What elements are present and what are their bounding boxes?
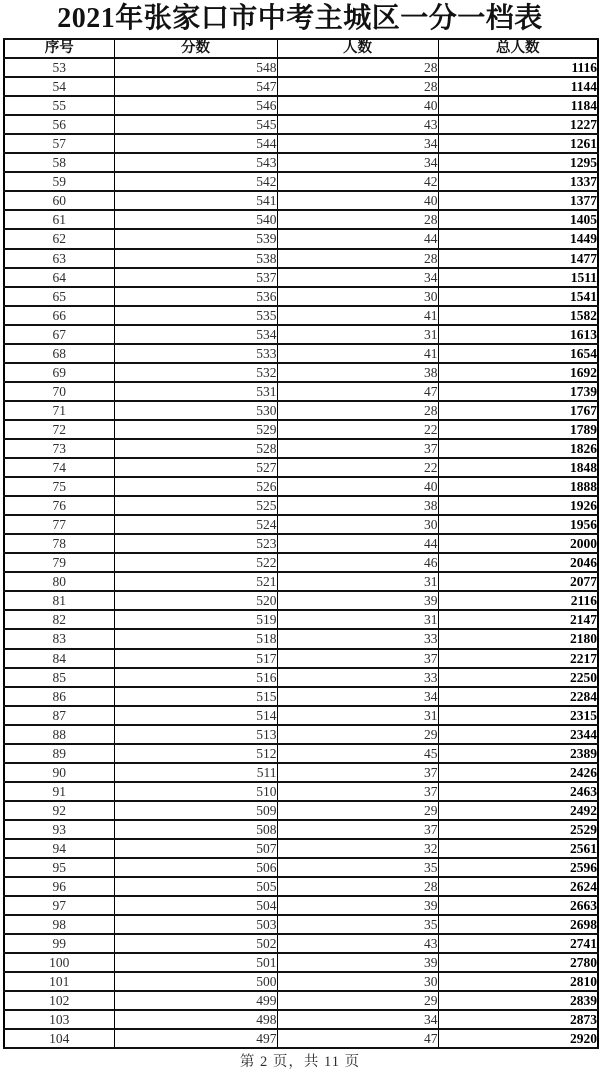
count-cell: 37	[277, 820, 438, 839]
score-cell: 519	[114, 610, 277, 629]
table-row	[4, 134, 598, 153]
serial-cell: 75	[4, 477, 114, 496]
serial-cell: 101	[4, 972, 114, 991]
header-count: 人数	[277, 39, 438, 58]
count-cell: 30	[277, 972, 438, 991]
score-distribution-table	[3, 38, 599, 1049]
count-cell: 22	[277, 420, 438, 439]
table-row	[4, 287, 598, 306]
serial-cell: 56	[4, 115, 114, 134]
count-cell: 43	[277, 115, 438, 134]
total-cell: 2180	[438, 629, 598, 648]
table-row	[4, 553, 598, 572]
serial-cell: 83	[4, 629, 114, 648]
total-cell: 2147	[438, 610, 598, 629]
count-cell: 35	[277, 858, 438, 877]
total-cell: 1789	[438, 420, 598, 439]
score-cell: 510	[114, 782, 277, 801]
serial-cell: 82	[4, 610, 114, 629]
count-cell: 44	[277, 229, 438, 248]
count-cell: 34	[277, 268, 438, 287]
score-cell: 505	[114, 877, 277, 896]
total-cell: 1477	[438, 249, 598, 268]
count-cell: 33	[277, 668, 438, 687]
score-cell: 541	[114, 191, 277, 210]
table-row	[4, 896, 598, 915]
count-cell: 41	[277, 306, 438, 325]
score-cell: 523	[114, 534, 277, 553]
total-cell: 2839	[438, 991, 598, 1010]
score-cell: 527	[114, 458, 277, 477]
score-cell: 537	[114, 268, 277, 287]
table-row	[4, 96, 598, 115]
score-cell: 546	[114, 96, 277, 115]
count-cell: 28	[277, 877, 438, 896]
table-row	[4, 172, 598, 191]
serial-cell: 68	[4, 344, 114, 363]
header-score: 分数	[114, 39, 277, 58]
serial-cell: 89	[4, 744, 114, 763]
serial-cell: 71	[4, 401, 114, 420]
table-row	[4, 363, 598, 382]
total-cell: 2663	[438, 896, 598, 915]
score-cell: 538	[114, 249, 277, 268]
total-cell: 1184	[438, 96, 598, 115]
serial-cell: 72	[4, 420, 114, 439]
table-row	[4, 725, 598, 744]
header-serial-number: 序号	[4, 39, 114, 58]
score-cell: 508	[114, 820, 277, 839]
total-cell: 1767	[438, 401, 598, 420]
count-cell: 41	[277, 344, 438, 363]
serial-cell: 62	[4, 229, 114, 248]
total-cell: 1116	[438, 58, 598, 77]
count-cell: 33	[277, 629, 438, 648]
score-cell: 544	[114, 134, 277, 153]
count-cell: 34	[277, 134, 438, 153]
serial-cell: 85	[4, 668, 114, 687]
score-cell: 514	[114, 706, 277, 725]
score-cell: 504	[114, 896, 277, 915]
table-row	[4, 191, 598, 210]
score-cell: 542	[114, 172, 277, 191]
score-cell: 548	[114, 58, 277, 77]
serial-cell: 87	[4, 706, 114, 725]
table-row	[4, 610, 598, 629]
page-title: 2021年张家口市中考主城区一分一档表	[57, 3, 543, 34]
score-cell: 506	[114, 858, 277, 877]
table-header	[4, 39, 598, 58]
total-cell: 2780	[438, 953, 598, 972]
table-row	[4, 782, 598, 801]
table-row	[4, 706, 598, 725]
score-cell: 521	[114, 572, 277, 591]
count-cell: 35	[277, 915, 438, 934]
score-cell: 522	[114, 553, 277, 572]
count-cell: 40	[277, 477, 438, 496]
table-body	[4, 58, 598, 1048]
count-cell: 31	[277, 572, 438, 591]
score-cell: 501	[114, 953, 277, 972]
table-row	[4, 325, 598, 344]
serial-cell: 104	[4, 1029, 114, 1048]
score-cell: 539	[114, 229, 277, 248]
table-row	[4, 306, 598, 325]
table-row	[4, 991, 598, 1010]
table-row	[4, 877, 598, 896]
total-cell: 1692	[438, 363, 598, 382]
total-cell: 2046	[438, 553, 598, 572]
table-row	[4, 820, 598, 839]
serial-cell: 95	[4, 858, 114, 877]
count-cell: 30	[277, 515, 438, 534]
score-cell: 534	[114, 325, 277, 344]
serial-cell: 86	[4, 687, 114, 706]
serial-cell: 60	[4, 191, 114, 210]
count-cell: 34	[277, 1010, 438, 1029]
score-cell: 511	[114, 763, 277, 782]
count-cell: 22	[277, 458, 438, 477]
total-cell: 1848	[438, 458, 598, 477]
count-cell: 30	[277, 287, 438, 306]
total-cell: 2217	[438, 649, 598, 668]
serial-cell: 55	[4, 96, 114, 115]
count-cell: 37	[277, 649, 438, 668]
serial-cell: 100	[4, 953, 114, 972]
table-row	[4, 801, 598, 820]
score-cell: 526	[114, 477, 277, 496]
serial-cell: 67	[4, 325, 114, 344]
score-cell: 498	[114, 1010, 277, 1029]
table-row	[4, 77, 598, 96]
count-cell: 28	[277, 77, 438, 96]
total-cell: 2077	[438, 572, 598, 591]
total-cell: 1449	[438, 229, 598, 248]
serial-cell: 91	[4, 782, 114, 801]
serial-cell: 99	[4, 934, 114, 953]
score-cell: 547	[114, 77, 277, 96]
count-cell: 42	[277, 172, 438, 191]
serial-cell: 73	[4, 439, 114, 458]
total-cell: 1541	[438, 287, 598, 306]
serial-cell: 69	[4, 363, 114, 382]
count-cell: 31	[277, 325, 438, 344]
total-cell: 1826	[438, 439, 598, 458]
total-cell: 1956	[438, 515, 598, 534]
serial-cell: 76	[4, 496, 114, 515]
table-row	[4, 763, 598, 782]
score-cell: 536	[114, 287, 277, 306]
serial-cell: 54	[4, 77, 114, 96]
total-cell: 2426	[438, 763, 598, 782]
table-row	[4, 344, 598, 363]
serial-cell: 93	[4, 820, 114, 839]
table-row	[4, 915, 598, 934]
serial-cell: 92	[4, 801, 114, 820]
count-cell: 46	[277, 553, 438, 572]
total-cell: 1405	[438, 210, 598, 229]
total-cell: 2698	[438, 915, 598, 934]
serial-cell: 103	[4, 1010, 114, 1029]
serial-cell: 96	[4, 877, 114, 896]
table-row	[4, 744, 598, 763]
total-cell: 2873	[438, 1010, 598, 1029]
total-cell: 2116	[438, 591, 598, 610]
serial-cell: 94	[4, 839, 114, 858]
count-cell: 31	[277, 706, 438, 725]
score-cell: 515	[114, 687, 277, 706]
total-cell: 2344	[438, 725, 598, 744]
total-cell: 1261	[438, 134, 598, 153]
table-row	[4, 58, 598, 77]
total-cell: 2463	[438, 782, 598, 801]
count-cell: 39	[277, 896, 438, 915]
total-cell: 1654	[438, 344, 598, 363]
score-cell: 529	[114, 420, 277, 439]
score-cell: 543	[114, 153, 277, 172]
count-cell: 40	[277, 96, 438, 115]
total-cell: 2492	[438, 801, 598, 820]
serial-cell: 64	[4, 268, 114, 287]
total-cell: 1377	[438, 191, 598, 210]
count-cell: 47	[277, 382, 438, 401]
score-cell: 530	[114, 401, 277, 420]
count-cell: 34	[277, 687, 438, 706]
total-cell: 1926	[438, 496, 598, 515]
serial-cell: 90	[4, 763, 114, 782]
table-row	[4, 839, 598, 858]
table-row	[4, 534, 598, 553]
total-cell: 2596	[438, 858, 598, 877]
table-row	[4, 858, 598, 877]
total-cell: 2000	[438, 534, 598, 553]
header-cumulative-total: 总人数	[438, 39, 598, 58]
serial-cell: 88	[4, 725, 114, 744]
table-row	[4, 572, 598, 591]
score-cell: 524	[114, 515, 277, 534]
count-cell: 28	[277, 401, 438, 420]
total-cell: 1613	[438, 325, 598, 344]
score-cell: 528	[114, 439, 277, 458]
total-cell: 1582	[438, 306, 598, 325]
serial-cell: 70	[4, 382, 114, 401]
score-cell: 502	[114, 934, 277, 953]
count-cell: 31	[277, 610, 438, 629]
score-cell: 509	[114, 801, 277, 820]
serial-cell: 74	[4, 458, 114, 477]
serial-cell: 102	[4, 991, 114, 1010]
serial-cell: 80	[4, 572, 114, 591]
count-cell: 39	[277, 591, 438, 610]
table-row	[4, 591, 598, 610]
total-cell: 1337	[438, 172, 598, 191]
total-cell: 2315	[438, 706, 598, 725]
total-cell: 1739	[438, 382, 598, 401]
table-row	[4, 1010, 598, 1029]
count-cell: 37	[277, 763, 438, 782]
serial-cell: 66	[4, 306, 114, 325]
score-cell: 516	[114, 668, 277, 687]
total-cell: 2389	[438, 744, 598, 763]
score-cell: 517	[114, 649, 277, 668]
count-cell: 29	[277, 991, 438, 1010]
count-cell: 40	[277, 191, 438, 210]
count-cell: 39	[277, 953, 438, 972]
total-cell: 2810	[438, 972, 598, 991]
total-cell: 2284	[438, 687, 598, 706]
score-cell: 499	[114, 991, 277, 1010]
count-cell: 32	[277, 839, 438, 858]
count-cell: 34	[277, 153, 438, 172]
table-row	[4, 153, 598, 172]
table-row	[4, 229, 598, 248]
serial-cell: 77	[4, 515, 114, 534]
table-row	[4, 458, 598, 477]
serial-cell: 78	[4, 534, 114, 553]
count-cell: 45	[277, 744, 438, 763]
count-cell: 29	[277, 801, 438, 820]
table-row	[4, 1029, 598, 1048]
count-cell: 28	[277, 58, 438, 77]
serial-cell: 79	[4, 553, 114, 572]
total-cell: 1227	[438, 115, 598, 134]
score-cell: 531	[114, 382, 277, 401]
score-cell: 503	[114, 915, 277, 934]
table-row	[4, 515, 598, 534]
score-cell: 532	[114, 363, 277, 382]
count-cell: 43	[277, 934, 438, 953]
table-row	[4, 953, 598, 972]
score-cell: 497	[114, 1029, 277, 1048]
serial-cell: 63	[4, 249, 114, 268]
table-row	[4, 439, 598, 458]
table-row	[4, 629, 598, 648]
serial-cell: 97	[4, 896, 114, 915]
table-row	[4, 934, 598, 953]
table-row	[4, 420, 598, 439]
score-cell: 513	[114, 725, 277, 744]
score-cell: 535	[114, 306, 277, 325]
serial-cell: 57	[4, 134, 114, 153]
header-row	[4, 39, 598, 58]
count-cell: 29	[277, 725, 438, 744]
count-cell: 47	[277, 1029, 438, 1048]
total-cell: 1295	[438, 153, 598, 172]
serial-cell: 98	[4, 915, 114, 934]
count-cell: 38	[277, 496, 438, 515]
serial-cell: 53	[4, 58, 114, 77]
count-cell: 37	[277, 439, 438, 458]
serial-cell: 61	[4, 210, 114, 229]
total-cell: 2624	[438, 877, 598, 896]
page-number-footer: 第 2 页，共 11 页	[239, 1054, 361, 1070]
table-row	[4, 382, 598, 401]
count-cell: 37	[277, 782, 438, 801]
total-cell: 1888	[438, 477, 598, 496]
table-row	[4, 401, 598, 420]
score-cell: 525	[114, 496, 277, 515]
table-row	[4, 115, 598, 134]
table-row	[4, 249, 598, 268]
score-cell: 520	[114, 591, 277, 610]
serial-cell: 65	[4, 287, 114, 306]
score-cell: 540	[114, 210, 277, 229]
total-cell: 2529	[438, 820, 598, 839]
total-cell: 2920	[438, 1029, 598, 1048]
total-cell: 2741	[438, 934, 598, 953]
table-row	[4, 210, 598, 229]
count-cell: 28	[277, 249, 438, 268]
serial-cell: 84	[4, 649, 114, 668]
score-cell: 507	[114, 839, 277, 858]
count-cell: 44	[277, 534, 438, 553]
count-cell: 38	[277, 363, 438, 382]
total-cell: 1144	[438, 77, 598, 96]
table-row	[4, 477, 598, 496]
table-row	[4, 496, 598, 515]
table-row	[4, 687, 598, 706]
score-cell: 500	[114, 972, 277, 991]
table-row	[4, 268, 598, 287]
total-cell: 2561	[438, 839, 598, 858]
score-cell: 512	[114, 744, 277, 763]
score-cell: 545	[114, 115, 277, 134]
serial-cell: 81	[4, 591, 114, 610]
serial-cell: 58	[4, 153, 114, 172]
table-row	[4, 972, 598, 991]
serial-cell: 59	[4, 172, 114, 191]
total-cell: 1511	[438, 268, 598, 287]
score-cell: 518	[114, 629, 277, 648]
table-row	[4, 668, 598, 687]
count-cell: 28	[277, 210, 438, 229]
score-cell: 533	[114, 344, 277, 363]
total-cell: 2250	[438, 668, 598, 687]
table-row	[4, 649, 598, 668]
